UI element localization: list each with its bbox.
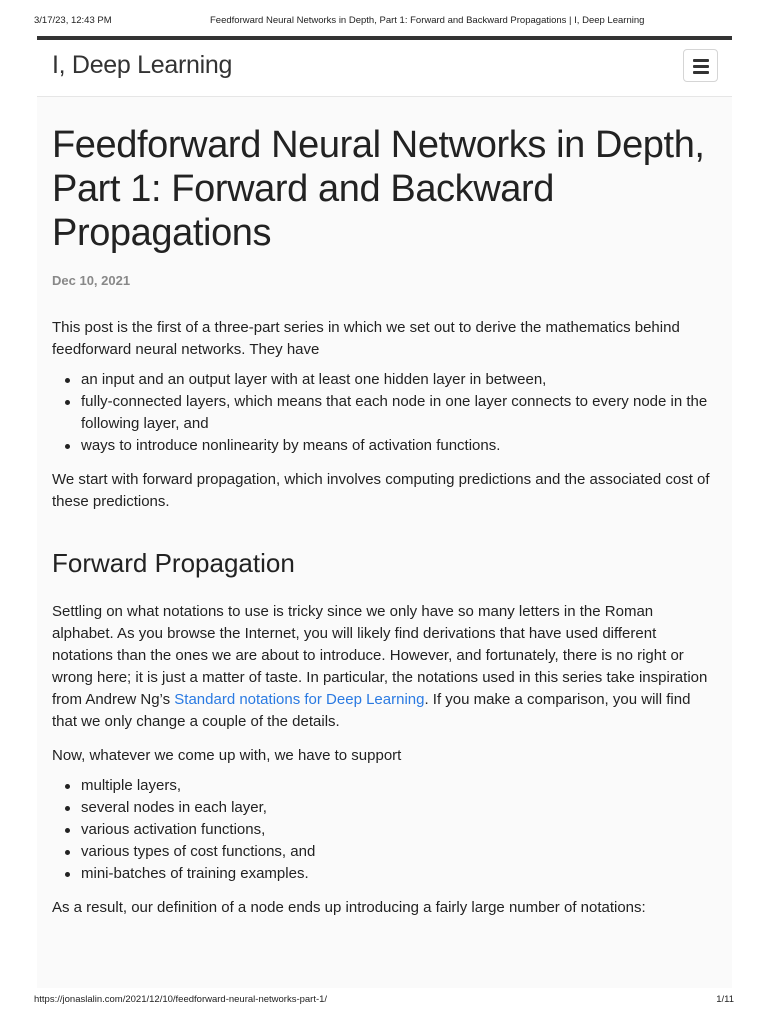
intro-paragraph: This post is the first of a three-part series in which we set out to derive the mathematics behind feedforward neural networks. They have: [52, 319, 680, 358]
post-title: Feedforward Neural Networks in Depth, Part 1: Forward and Backward Propagations: [52, 124, 705, 254]
notation-paragraph: [52, 601, 717, 733]
support-list: [52, 775, 717, 885]
conclusion-paragraph: As a result, our definition of a node ends up introducing a fairly large number of notations:: [52, 899, 646, 916]
site-header: [37, 36, 732, 97]
notation-text: Settling on what notations to use is tricky since we only have so many letters in the Roman alphabet. As you browse the Internet, you will likely find derivations that have used different notations than the ones we are about to introduce. However, and fortunately, there is no right or wrong here; it is just a matter of taste. In particular, the notations used in this series take inspiration from Andrew Ng’s: [52, 603, 708, 708]
list-item: multiple layers,: [81, 775, 717, 797]
menu-bar: [693, 71, 709, 74]
print-url: https://jonaslalin.com/2021/12/10/feedforward-neural-networks-part-1/: [34, 994, 328, 1005]
menu-bar: [693, 65, 709, 68]
post-date: Dec 10, 2021: [52, 273, 131, 288]
print-document-title: Feedforward Neural Networks in Depth, Part 1: Forward and Backward Propagations | I, Deep Learning: [210, 15, 645, 26]
print-timestamp: 3/17/23, 12:43 PM: [34, 15, 112, 26]
section-heading: Forward Propagation: [52, 548, 295, 578]
site-title-link[interactable]: I, Deep Learning: [52, 51, 233, 79]
list-item: fully-connected layers, which means that each node in one layer connects to every node in the following layer, and: [81, 391, 717, 435]
forward-intro-paragraph: We start with forward propagation, which involves computing predictions and the associated cost of these predictions.: [52, 471, 710, 510]
intro-list: [52, 369, 717, 457]
list-item: various activation functions,: [81, 819, 717, 841]
post-content: [37, 123, 732, 919]
page-frame: [37, 36, 732, 988]
list-item: an input and an output layer with at least one hidden layer in between,: [81, 369, 717, 391]
standard-notations-link[interactable]: Standard notations for Deep Learning: [174, 691, 425, 708]
support-intro-paragraph: Now, whatever we come up with, we have to support: [52, 747, 402, 764]
menu-bar: [693, 59, 709, 62]
print-page-number: 1/11: [716, 994, 734, 1005]
list-item: various types of cost functions, and: [81, 841, 717, 863]
hamburger-menu-icon[interactable]: [683, 49, 718, 82]
list-item: several nodes in each layer,: [81, 797, 717, 819]
notation-text-end: . If you make a comparison, you will find that we only change a couple of the details.: [52, 691, 691, 730]
list-item: ways to introduce nonlinearity by means of activation functions.: [81, 435, 717, 457]
list-item: mini-batches of training examples.: [81, 863, 717, 885]
